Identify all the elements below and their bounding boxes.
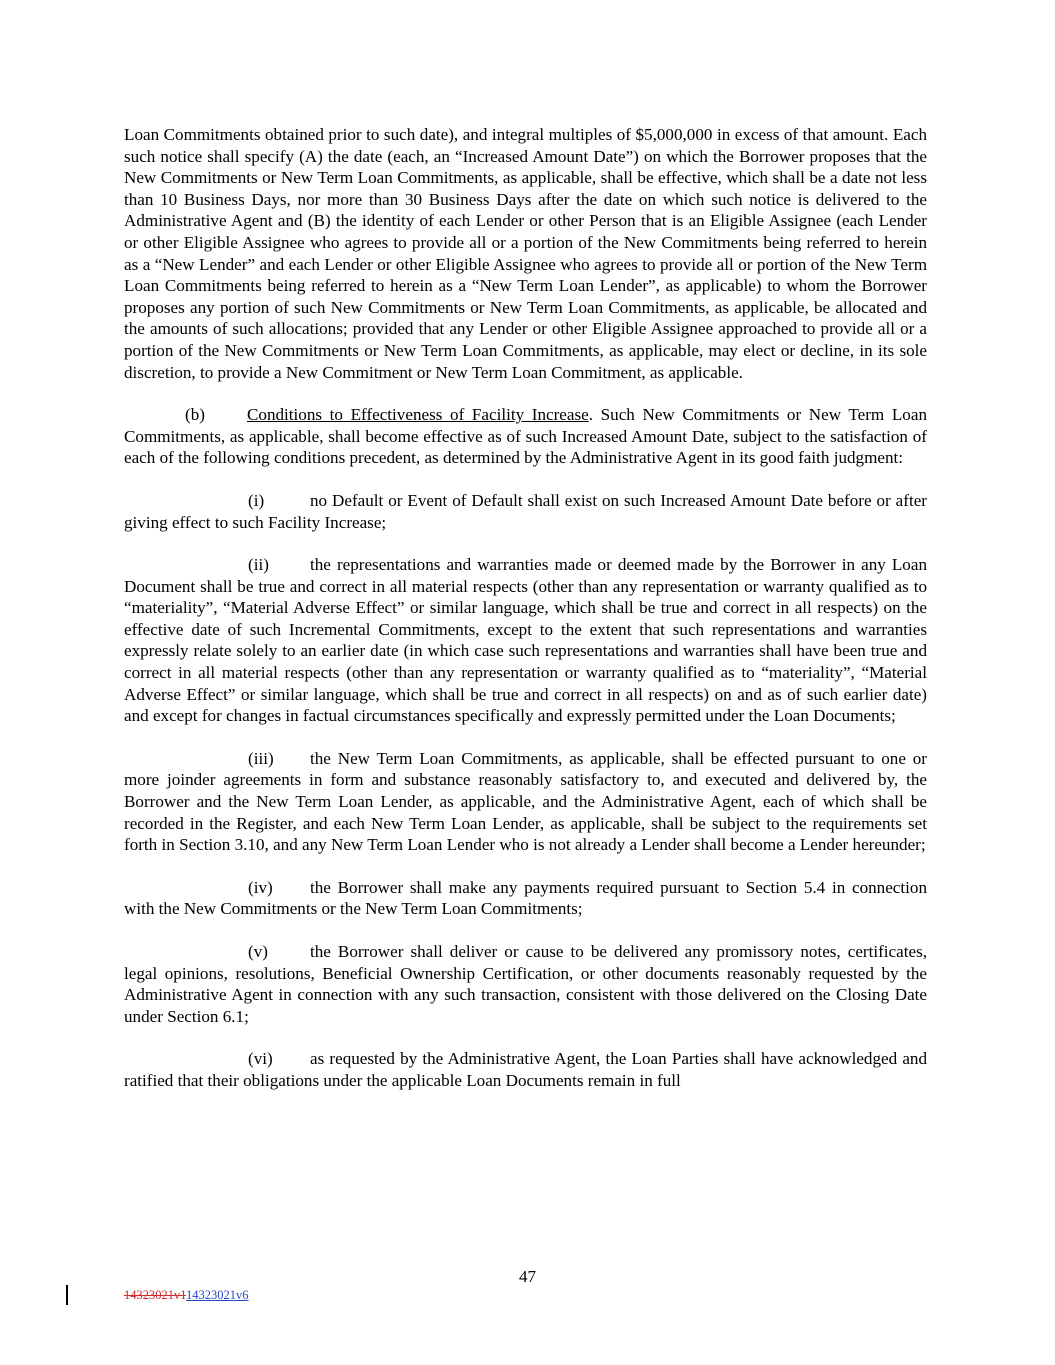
condition-iii [124, 748, 927, 856]
section-b-paragraph [124, 404, 927, 469]
condition-text: the Borrower shall deliver or cause to be delivered any promissory notes, certificates, legal opinions, resolutions, Beneficial Ownership Certification, or other documents reasonably requested by the Administrative Agent in connection with any such transaction, consistent with those delivered on the Closing Date under Section 6.1; [124, 942, 927, 1026]
condition-vi [124, 1048, 927, 1091]
condition-i [124, 490, 927, 533]
condition-text: the Borrower shall make any payments required pursuant to Section 5.4 in connection with the New Commitments or the New Term Loan Commitments; [124, 877, 927, 919]
section-b-heading: Conditions to Effectiveness of Facility Increase [247, 405, 589, 425]
condition-label: (iii) [248, 748, 274, 768]
document-body [124, 124, 927, 1092]
condition-ii [124, 554, 927, 727]
condition-label: (v) [248, 942, 268, 961]
condition-label: (vi) [248, 1049, 273, 1069]
condition-text: the New Term Loan Commitments, as applicable, shall be effected pursuant to one or more joinder agreements in form and substance reasonably satisfactory to, and executed and delivered by, the Borrower and the New Term Loan Lender, as applicable, and the Administrative Agent, each of which shall be recorded in the Register, and each New Term Loan Lender, as applicable, shall be subject to the requirements set forth in Section 3.10, and any New Term Loan Lender who is not already a Lender shall become a Lender hereunder; [124, 748, 927, 855]
condition-text: no Default or Event of Default shall exist on such Increased Amount Date before or after giving effect to such Facility Increase; [124, 490, 927, 532]
condition-v [124, 941, 927, 1027]
condition-text: as requested by the Administrative Agent, the Loan Parties shall have acknowledged and ratified that their obligations under the applicable Loan Documents remain in full [124, 1049, 927, 1090]
document-id-inserted: 14323021v6 [186, 1288, 249, 1302]
section-b-text: . Such New Commitments or New Term Loan Commitments, as applicable, shall become effective as of such Increased Amount Date, subject to the satisfaction of each of the following conditions precedent, as determined by the Administrative Agent in its good faith judgment: [124, 405, 927, 468]
condition-iv [124, 877, 927, 920]
condition-text: the representations and warranties made or deemed made by the Borrower in any Loan Document shall be true and correct in all material respects (other than any representation or warranty qualified as to “materiality”, “Material Adverse Effect” or similar language, which shall be true and correct in all respects) on the effective date of such Incremental Commitments, except to the extent that such representations and warranties expressly relate solely to an earlier date (in which case such representations and warranties shall have been true and correct in all material respects (other than any representation or warranty qualified as to “materiality”, “Material Adverse Effect” or similar language, which shall be true and correct in all respects) on and as of such earlier date) and except for changes in factual circumstances specifically and expressly permitted under the Loan Documents; [124, 555, 927, 726]
section-b-label: (b) [185, 405, 205, 425]
condition-label: (ii) [248, 555, 269, 575]
document-id [124, 1288, 249, 1303]
page-number: 47 [518, 1267, 537, 1286]
continuation-paragraph: Loan Commitments obtained prior to such date), and integral multiples of $5,000,000 in excess of that amount. Each such notice shall specify (A) the date (each, an “Increased Amount Date”) on which the Borrower proposes that the New Commitments or New Term Loan Commitments, as applicable, shall be effective, which shall be a date not less than 10 Business Days, nor more than 30 Business Days after the date on which such notice is delivered to the Administrative Agent and (B) the identity of each Lender or other Person that is an Eligible Assignee (each Lender or other Eligible Assignee who agrees to provide all or a portion of the New Commitments being referred to herein as a “New Lender” and each Lender or other Eligible Assignee who agrees to provide all or portion of the New Term Loan Commitments being referred to herein as a “New Term Loan Lender”, as applicable) to whom the Borrower proposes any portion of such New Commitments or New Term Loan Commitments, as applicable, be allocated and the amounts of such allocations; provided that any Lender or other Eligible Assignee approached to provide all or a portion of the New Commitments or New Term Loan Commitments, as applicable, may elect or decline, in its sole discretion, to provide a New Commitment or New Term Loan Commitment, as applicable. [124, 125, 927, 382]
condition-label: (i) [248, 490, 265, 510]
change-bar [66, 1285, 68, 1305]
condition-label: (iv) [248, 877, 273, 897]
document-id-deleted: 14323021v1 [124, 1288, 187, 1302]
